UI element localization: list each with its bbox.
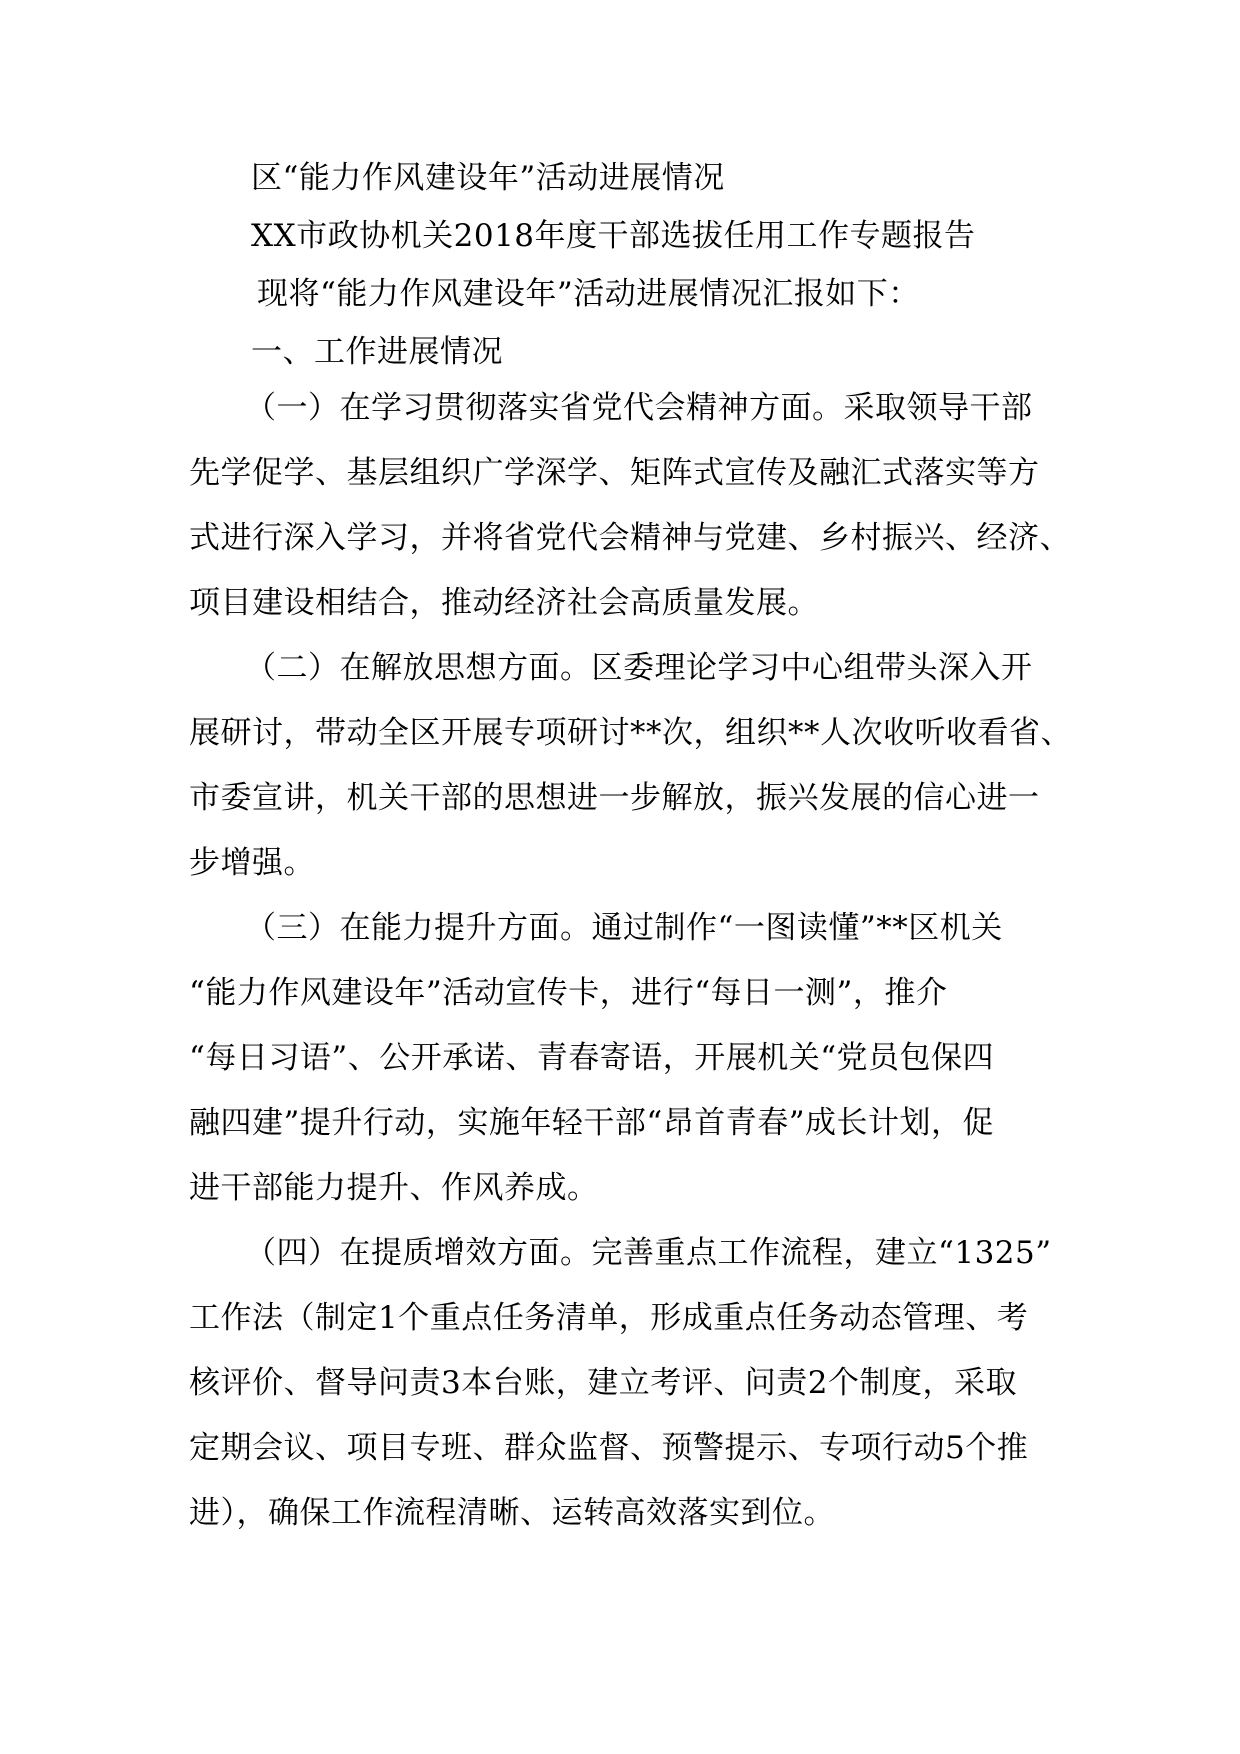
paragraph-2: [189, 636, 1079, 896]
paragraph-line: “能力作风建设年”活动宣传卡，进行“每日一测”，推介: [189, 975, 948, 1011]
document-subtitle: XX市政协机关2018年度干部选拔任用工作专题报告: [251, 218, 976, 254]
paragraph-1: [189, 376, 1079, 636]
paragraph-line: （二）在解放思想方面。区委理论学习中心组带头深入开: [245, 650, 1033, 686]
paragraph-line: 进），确保工作流程清晰、运转高效落实到位。: [189, 1495, 835, 1531]
document-title: 区“能力作风建设年”活动进展情况: [251, 160, 725, 196]
paragraph-line: 进干部能力提升、作风养成。: [189, 1170, 599, 1206]
paragraph-4: [189, 1221, 1079, 1546]
paragraph-line: 步增强。: [189, 845, 315, 881]
paragraph-line: 定期会议、项目专班、群众监督、预警提示、专项行动5个推: [189, 1430, 1029, 1466]
paragraph-line: 融四建”提升行动，实施年轻干部“昂首青春”成长计划，促: [189, 1105, 995, 1141]
paragraph-line: 工作法（制定1个重点任务清单，形成重点任务动态管理、考: [189, 1300, 1029, 1336]
paragraph-3: [189, 896, 1079, 1221]
paragraph-line: 展研讨，带动全区开展专项研讨**次，组织**人次收听收看省、: [189, 715, 1072, 751]
intro-text: 现将“能力作风建设年”活动进展情况汇报如下：: [257, 276, 920, 312]
paragraph-line: 先学促学、基层组织广学深学、矩阵式宣传及融汇式落实等方: [189, 455, 1040, 491]
section-heading: 一、工作进展情况: [251, 334, 503, 370]
paragraph-line: （四）在提质增效方面。完善重点工作流程，建立“1325”: [245, 1235, 1052, 1271]
paragraph-line: 核评价、督导问责3本台账，建立考评、问责2个制度，采取: [189, 1365, 1017, 1401]
paragraph-line: “每日习语”、公开承诺、青春寄语，开展机关“党员包保四: [189, 1040, 995, 1076]
paragraph-line: （一）在学习贯彻落实省党代会精神方面。采取领导干部: [245, 390, 1033, 426]
paragraph-line: 项目建设相结合，推动经济社会高质量发展。: [189, 585, 819, 621]
paragraph-line: 式进行深入学习，并将省党代会精神与党建、乡村振兴、经济、: [189, 520, 1071, 556]
paragraph-line: （三）在能力提升方面。通过制作“一图读懂”**区机关: [245, 910, 1003, 946]
paragraph-line: 市委宣讲，机关干部的思想进一步解放，振兴发展的信心进一: [189, 780, 1040, 816]
